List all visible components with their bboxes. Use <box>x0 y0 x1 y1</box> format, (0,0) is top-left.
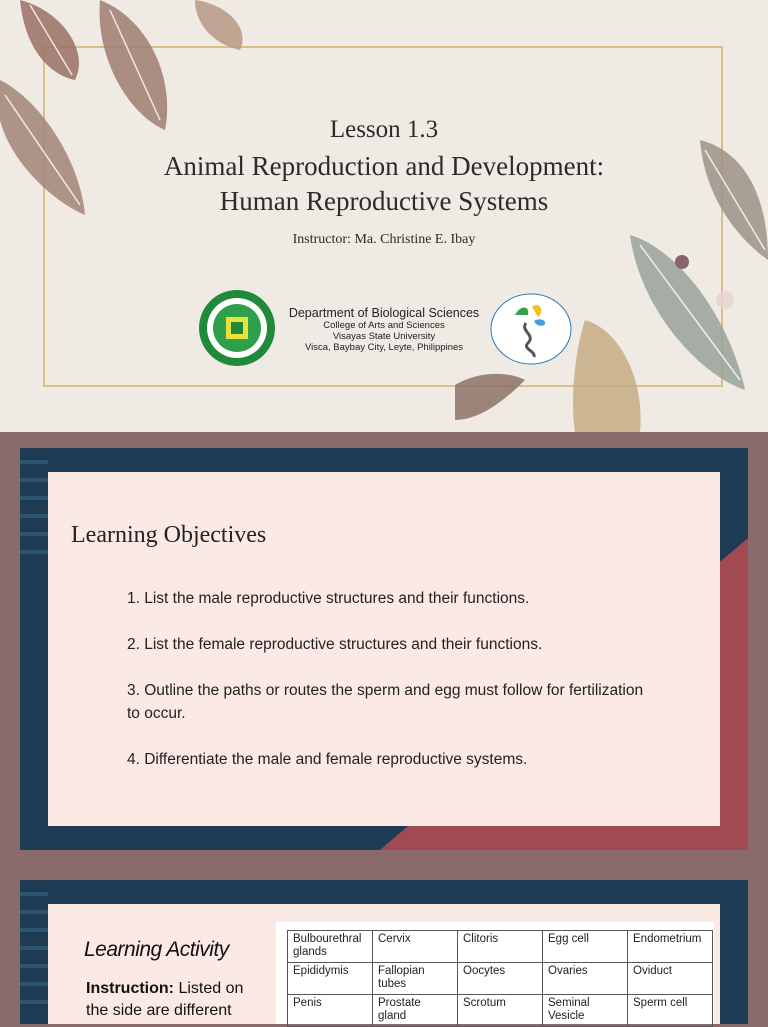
instruction-body: Listed on the side are different <box>86 980 244 1019</box>
objective-item: 2. List the female reproductive structures and their functions. <box>127 636 543 653</box>
vsu-seal-logo <box>198 289 276 367</box>
objective-item: 3. Outline the paths or routes the sperm and egg must follow for fertilization to occur. <box>127 682 644 722</box>
address: Visca, Baybay City, Leyte, Philippines <box>304 342 464 353</box>
table-row <box>288 995 713 1027</box>
table-cell: Scrotum <box>458 995 543 1027</box>
table-cell: Seminal Vesicle <box>543 995 628 1027</box>
slide-title-line1: Animal Reproduction and Development: <box>163 151 605 181</box>
table-row <box>288 963 713 995</box>
table-cell: Clitoris <box>458 931 543 963</box>
activity-heading: Learning Activity <box>84 938 229 961</box>
table-cell: Egg cell <box>543 931 628 963</box>
university-name: Visayas State University <box>332 331 436 342</box>
table-cell: Bulbourethral glands <box>288 931 373 963</box>
table-cell: Prostate gland <box>373 995 458 1027</box>
table-cell: Cervix <box>373 931 458 963</box>
instruction-label: Instruction: <box>86 980 174 997</box>
title-slide <box>0 0 768 432</box>
instruction-text <box>86 978 266 1022</box>
college-name: College of Arts and Sciences <box>323 320 445 331</box>
table-row <box>288 931 713 963</box>
department-info <box>284 306 484 353</box>
instructor-name: Instructor: Ma. Christine E. Ibay <box>292 232 476 247</box>
table-cell: Penis <box>288 995 373 1027</box>
table-cell: Sperm cell <box>628 995 713 1027</box>
objectives-heading: Learning Objectives <box>71 522 267 548</box>
objective-item: 4. Differentiate the male and female reproductive systems. <box>127 751 528 768</box>
slide-title-line2: Human Reproductive Systems <box>219 186 549 216</box>
objective-item: 1. List the male reproductive structures and their functions. <box>127 590 530 607</box>
table-cell: Oocytes <box>458 963 543 995</box>
table-cell: Endometrium <box>628 931 713 963</box>
terms-table <box>287 930 713 1027</box>
table-cell: Epididymis <box>288 963 373 995</box>
table-cell: Oviduct <box>628 963 713 995</box>
department-name: Department of Biological Sciences <box>288 306 480 320</box>
table-cell: Fallopian tubes <box>373 963 458 995</box>
dbs-logo <box>490 293 572 365</box>
table-cell: Ovaries <box>543 963 628 995</box>
lesson-number: Lesson 1.3 <box>329 116 439 143</box>
